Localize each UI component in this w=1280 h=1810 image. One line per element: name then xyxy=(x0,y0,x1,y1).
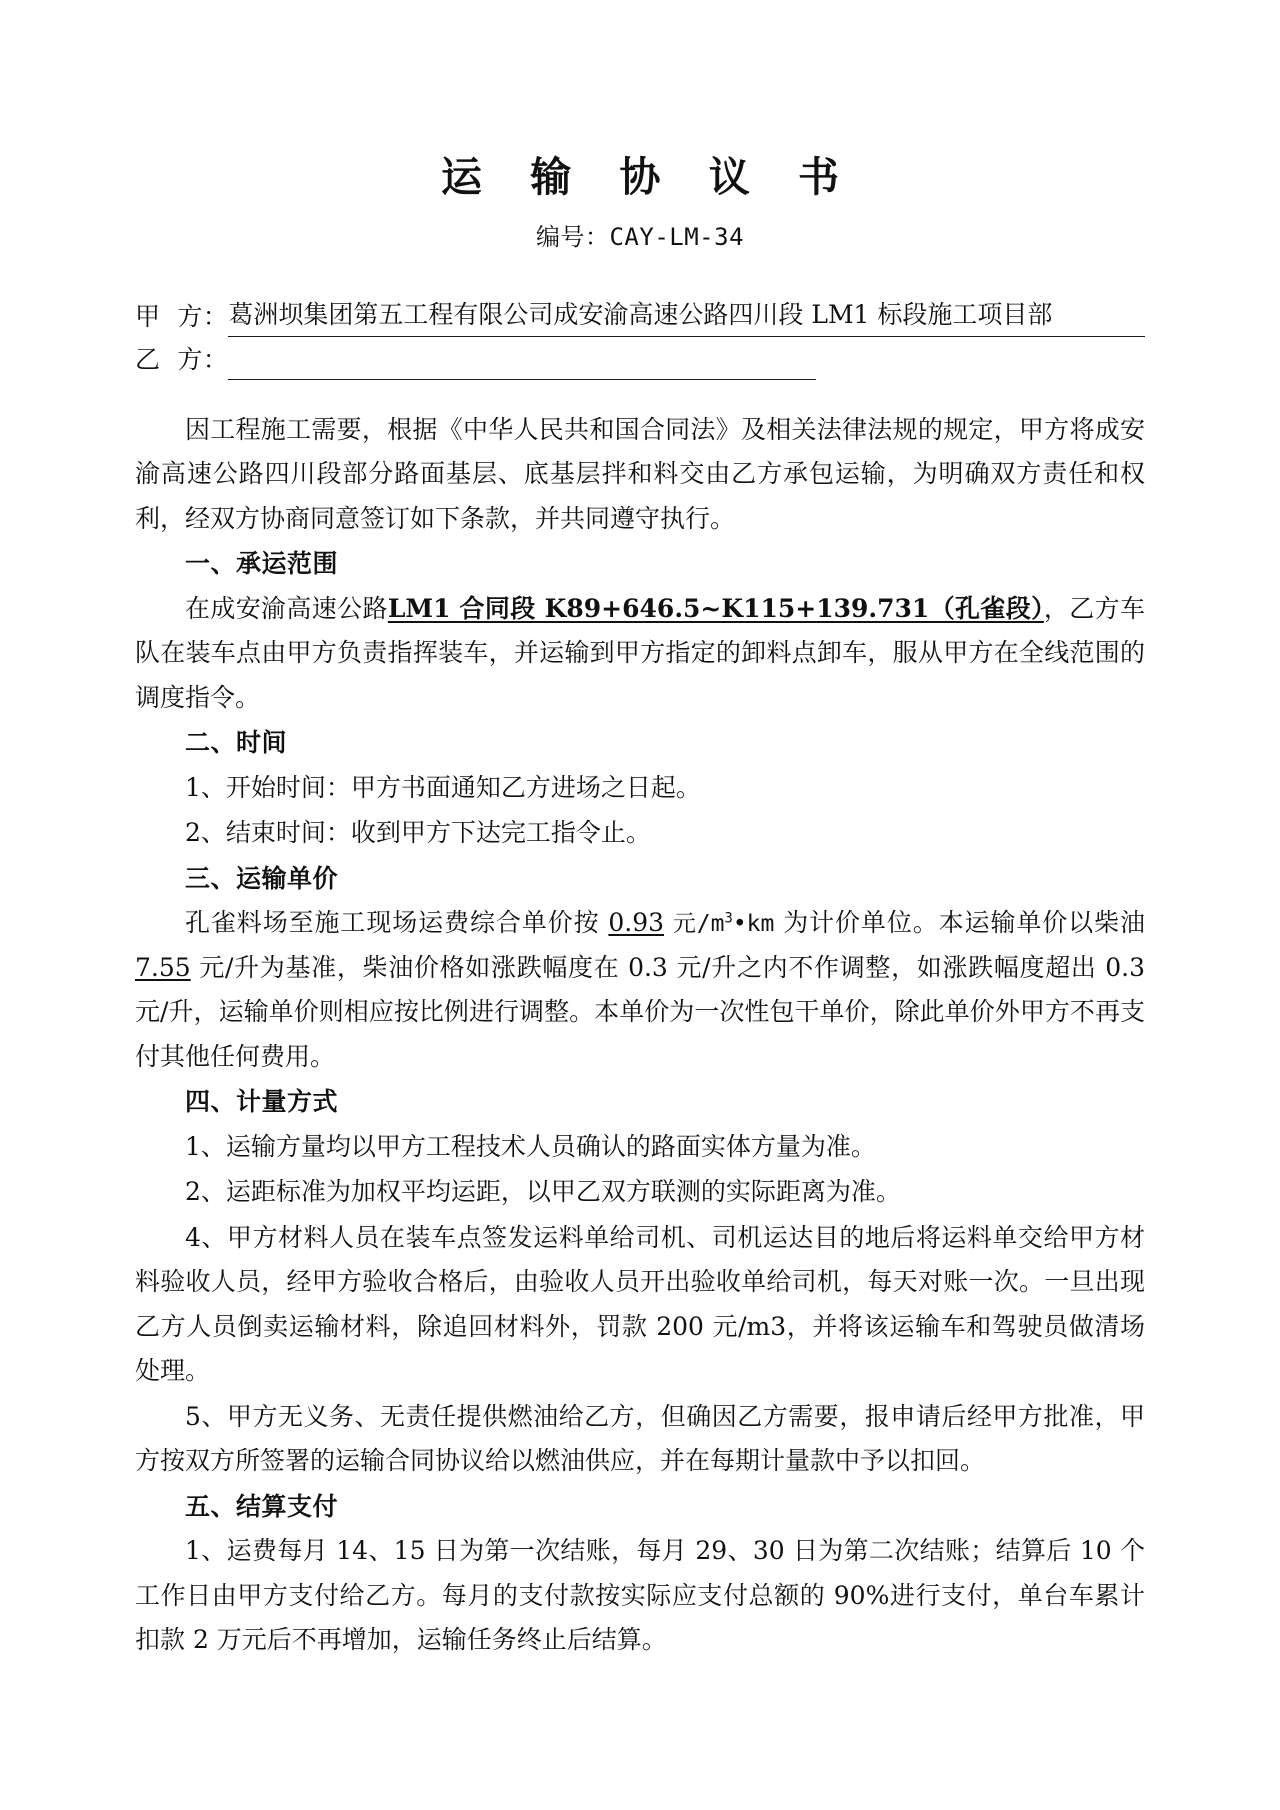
price-text-part3: 为计价单位。本运输单价以柴油 xyxy=(783,908,1145,938)
price-text-part4: 元/升为基准，柴油价格如涨跌幅度在 0.3 元/升之内不作调整，如涨跌幅度超出 0.3 元/升，运输单价则相应按比例进行调整。本单价为一次性包干单价，除此单价外甲方不再支付其他任何费用。 xyxy=(135,952,1145,1071)
unit-price-unit-km: •km xyxy=(732,911,775,938)
parties-block xyxy=(135,296,1145,380)
section-5-item-1: 1、运费每月 14、15 日为第一次结账，每月 29、30 日为第二次结账；结算后 10 个工作日由甲方支付给乙方。每月的支付款按实际应支付总额的 90%进行支付，单台车累计扣款 2 万元后不再增加，运输任务终止后结算。 xyxy=(135,1536,1145,1655)
party-a-value: 葛洲坝集团第五工程有限公司成安渝高速公路四川段 LM1 标段施工项目部 xyxy=(228,296,1145,337)
scope-tail: ，乙方车队在装车点由甲方负责指挥装车，并运输到甲方指定的卸料点卸车，服从甲方在全线范围的调度指令。 xyxy=(135,593,1145,712)
section-2-item-2: 2、结束时间：收到甲方下达完工指令止。 xyxy=(185,818,651,848)
party-a-label: 甲 方： xyxy=(135,302,229,332)
page-title: 运 输 协 议 书 xyxy=(440,153,857,201)
diesel-price-value: 7.55 xyxy=(135,952,191,982)
scope-emphasis: LM1 合同段 K89+646.5~K115+139.731（孔雀段） xyxy=(387,593,1044,623)
section-heading-5: 五、结算支付 xyxy=(185,1491,339,1521)
document-number xyxy=(135,203,1145,252)
section-2-item-1: 1、开始时间：甲方书面通知乙方进场之日起。 xyxy=(185,772,701,802)
section-heading-4: 四、计量方式 xyxy=(185,1087,339,1117)
unit-price-value: 0.93 xyxy=(608,908,665,938)
section-4-item-2: 2、运距标准为加权平均运距，以甲乙双方联测的实际距离为准。 xyxy=(185,1177,901,1207)
unit-price-unit-exponent: 3 xyxy=(724,910,733,927)
section-heading-2: 二、时间 xyxy=(185,728,288,758)
document-number-value: CAY-LM-34 xyxy=(609,223,745,252)
scope-lead: 在成安渝高速公路 xyxy=(185,593,388,623)
section-4-item-5: 5、甲方无义务、无责任提供燃油给乙方，但确因乙方需要，报申请后经甲方批准，甲方按双方所签署的运输合同协议给以燃油供应，并在每期计量款中予以扣回。 xyxy=(135,1401,1145,1476)
party-b-row xyxy=(135,341,1145,380)
section-1-paragraph xyxy=(135,587,1145,721)
section-heading-3: 三、运输单价 xyxy=(185,863,339,893)
party-a-row xyxy=(135,296,1145,337)
party-b-label: 乙 方： xyxy=(135,345,229,374)
section-4-item-1: 1、运输方量均以甲方工程技术人员确认的路面实体方量为准。 xyxy=(185,1131,876,1161)
unit-price-unit-base: 元/m xyxy=(672,911,725,938)
price-text-part1: 孔雀料场至施工现场运费综合单价按 xyxy=(185,908,600,938)
preamble-paragraph: 因工程施工需要，根据《中华人民共和国合同法》及相关法律法规的规定，甲方将成安渝高速公路四川段部分路面基层、底基层拌和料交由乙方承包运输，为明确双方责任和权利，经双方协商同意签订如下条款，并共同遵守执行。 xyxy=(135,414,1145,533)
section-heading-1: 一、承运范围 xyxy=(185,549,339,579)
section-4-item-4: 4、甲方材料人员在装车点签发运料单给司机、司机运达目的地后将运料单交给甲方材料验收人员，经甲方验收合格后，由验收人员开出验收单给司机，每天对账一次。一旦出现乙方人员倒卖运输材料，除追回材料外，罚款 200 元/m3，并将该运输车和驾驶员做清场处理。 xyxy=(135,1222,1145,1386)
party-b-value xyxy=(228,347,816,380)
unit-price-unit xyxy=(673,911,774,937)
section-3-price-paragraph xyxy=(135,901,1145,1079)
document-number-label: 编号： xyxy=(535,223,610,252)
document-body xyxy=(135,408,1145,1663)
